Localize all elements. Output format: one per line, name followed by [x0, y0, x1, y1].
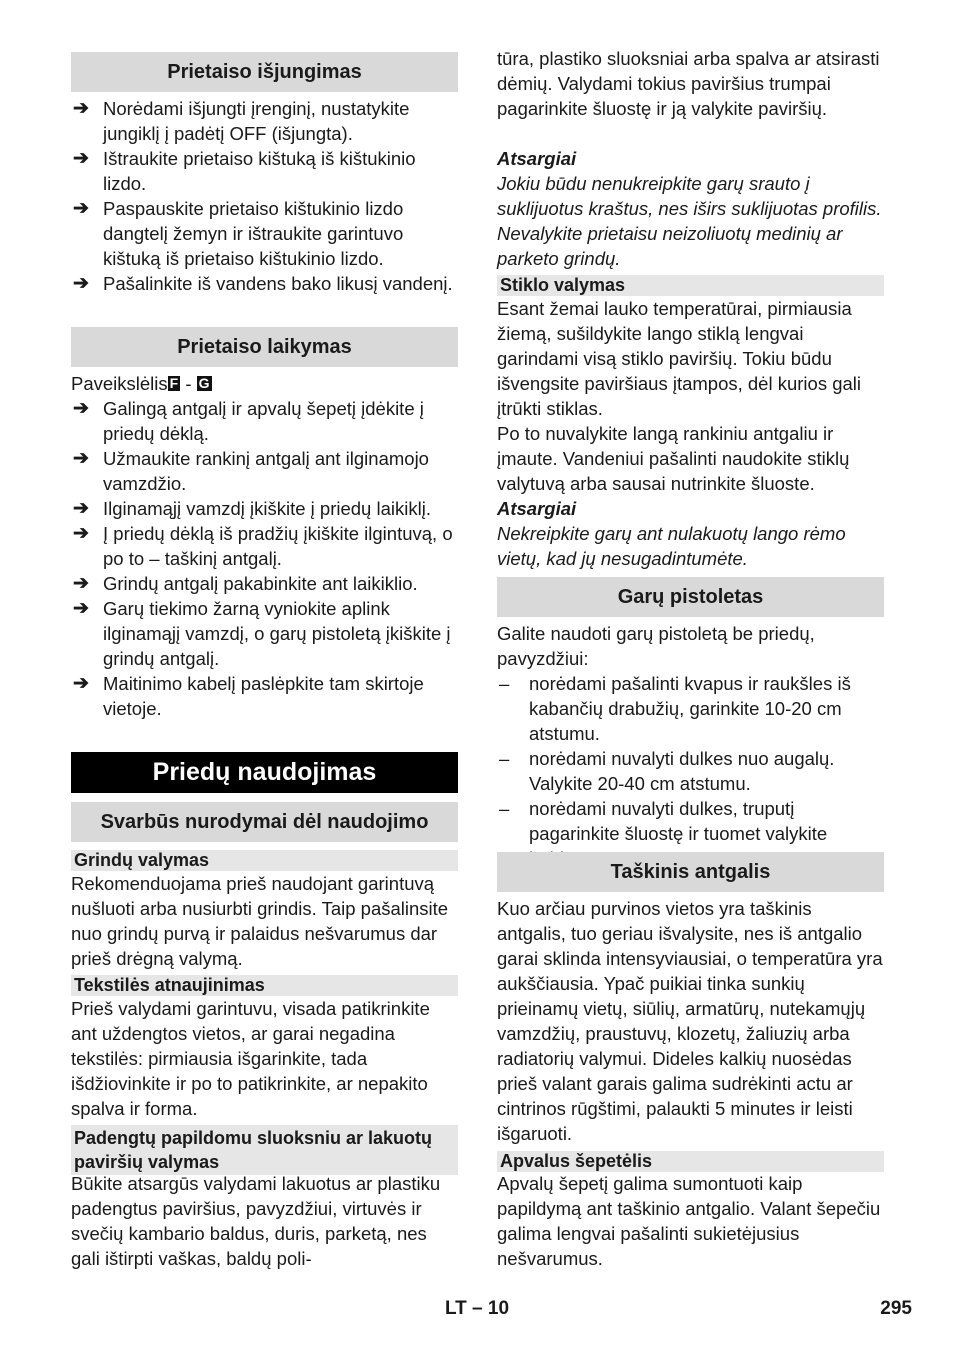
caution-label: Atsargiai: [497, 148, 577, 169]
list-item: ➔ Grindų antgalį pakabinkite ant laikiklio.: [73, 573, 418, 594]
glass-text-1: Esant žemai lauko temperatūrai, pirmiausia žiemą, sušildykite lango stiklą lengvai garindami visą stiklo paviršių. Tokiu būdu išvengsite paviršiaus įtampos, dėl kurios gali įtrūkti stiklas.: [497, 298, 862, 419]
heading-important: Svarbūs nurodymai dėl naudojimo: [71, 802, 458, 842]
list-item: ➔ Užmaukite rankinį antgalį ant ilginamojo vamzdžio.: [73, 448, 429, 494]
list-item: ➔ Pašalinkite iš vandens bako likusį vandenį.: [73, 273, 453, 294]
figure-tag-g: G: [198, 375, 210, 391]
list-item: ➔ Į priedų dėklą iš pradžių įkiškite ilgintuvą, o po to – taškinį antgalį.: [73, 523, 453, 569]
page-number: 295: [880, 1298, 912, 1319]
subheading-coated: Padengtų papildomu sluoksniu ar lakuotų paviršių valymas: [71, 1125, 458, 1175]
arrow-icon: ➔: [73, 673, 89, 694]
subheading-floor: Grindų valymas: [71, 850, 458, 871]
figure-reference: Paveikslėlis F - G: [71, 373, 210, 394]
turn-off-list: [71, 96, 458, 296]
heading-turn-off: Prietaiso išjungimas: [71, 52, 458, 92]
point-nozzle-text: Kuo arčiau purvinos vietos yra taškinis antgalis, tuo geriau išvalysite, nes iš antgalio garai sklinda intensyviausiai, o temperatūra yra aukščiausia. Ypač puikiai tinka sunkių prieinamų vietų, siūlių, armatūrų, nutekamųjų vamzdžių, praustuvų, klozetų, žaliuzių arba radiatorių valymui. Dideles kalkių nuosėdas prieš valant garais galima sudrėkinti actu ar cintrinos rūgštimi, palaukti 5 minutes ir leisti išgaruoti.: [497, 898, 883, 1144]
list-item: – norėdami nuvalyti dulkes, truputį pagarinkite šluostę ir tuomet valykite: [499, 798, 828, 844]
arrow-icon: ➔: [73, 98, 89, 119]
arrow-icon: ➔: [73, 573, 89, 594]
list-item: ➔ Garų tiekimo žarną vyniokite aplink ilginamąjį vamzdį, o garų pistoletą įkiškite į grindų antgalį.: [73, 598, 451, 669]
storage-list: [71, 396, 458, 721]
floor-text: Rekomenduojama prieš naudojant garintuvą nušluoti arba nusiurbti grindis. Taip pašalinsite nuo grindų purvą ir palaidus nešvarumus dar prieš drėgną valymą.: [71, 873, 449, 969]
subheading-textile: Tekstilės atnaujinimas: [71, 975, 458, 996]
subheading-glass: Stiklo valymas: [497, 275, 884, 296]
coated-text-continued: tūra, plastiko sluoksniai arba spalva ar atsirasti dėmių. Valydami tokius paviršius trumpai pagarinkite šluostę ir ją valykite paviršių.: [497, 48, 880, 119]
heading-point-nozzle: Taškinis antgalis: [497, 852, 884, 892]
arrow-icon: ➔: [73, 523, 89, 544]
heading-steam-gun: Garų pistoletas: [497, 577, 884, 617]
textile-text: Prieš valydami garintuvu, visada patikrinkite ant uždengtos vietos, ar garai negadina tekstilės: pirmiausia išgarinkite, tada išdžiovinkite ir po to patikrinkite, ar nepakito spalva ir forma.: [71, 998, 430, 1119]
heading-storage: Prietaiso laikymas: [71, 327, 458, 367]
glass-text-2: Po to nuvalykite langą rankiniu antgaliu ir įmaute. Vandeniui pašalinti naudokite stiklų valytuvą arba sausai nutrinkite šluoste.: [497, 423, 850, 494]
arrow-icon: ➔: [73, 598, 89, 619]
arrow-icon: ➔: [73, 398, 89, 419]
coated-text: Būkite atsargūs valydami lakuotus ar plastiku padengtus paviršius, pavyzdžiui, virtuvės ir svečių kambario baldus, duris, parketą, nes gali ištirpti vaškas, baldų poli-: [71, 1173, 441, 1269]
caution-text: Nekreipkite garų ant nulakuotų lango rėmo vietų, kad jų nesugadintumėte.: [497, 523, 846, 569]
list-item: ➔ Ištraukite prietaiso kištuką iš kištukinio lizdo.: [73, 148, 416, 194]
dash-icon: –: [499, 673, 510, 694]
footer-section-label: LT – 10: [444, 1298, 510, 1319]
dash-icon: –: [499, 798, 510, 819]
arrow-icon: ➔: [73, 148, 89, 169]
subheading-round-brush: Apvalus šepetėlis: [497, 1151, 884, 1172]
list-item: ➔ Maitinimo kabelį paslėpkite tam skirtoje vietoje.: [73, 673, 424, 719]
list-item: ➔ Paspauskite prietaiso kištukinio lizdo dangtelį žemyn ir ištraukite garintuvo kištuką iš prietaiso kištukinio lizdo.: [73, 198, 404, 269]
steam-gun-intro: Galite naudoti garų pistoletą be priedų, pavyzdžiui:: [497, 623, 815, 669]
dash-icon: –: [499, 748, 510, 769]
list-item: – norėdami nuvalyti dulkes nuo augalų. Valykite 20-40 cm atstumu.: [499, 748, 835, 794]
list-item: ➔ Galingą antgalį ir apvalų šepetį įdėkite į priedų dėklą.: [73, 398, 424, 444]
arrow-icon: ➔: [73, 198, 89, 219]
list-item: ➔ Norėdami išjungti įrenginį, nustatykite jungiklį į padėtį OFF (išjungta).: [73, 98, 410, 144]
section-title-accessories: Priedų naudojimas: [71, 752, 458, 793]
steam-gun-list: [497, 671, 884, 871]
list-item: – norėdami pašalinti kvapus ir raukšles iš kabančių drabužių, garinkite 10-20 cm atstumu.: [499, 673, 851, 744]
list-item: ➔ Ilginamąjį vamzdį įkiškite į priedų laikiklį.: [73, 498, 431, 519]
arrow-icon: ➔: [73, 498, 89, 519]
arrow-icon: ➔: [73, 448, 89, 469]
caution-label: Atsargiai: [497, 498, 577, 519]
arrow-icon: ➔: [73, 273, 89, 294]
figure-tag-f: F: [169, 375, 179, 391]
caution-text: Jokiu būdu nenukreipkite garų srauto į suklijuotus kraštus, nes iširs suklijuotas profilis. Nevalykite prietaisu neizoliuotų medinių ar parketo grindų.: [497, 173, 882, 269]
round-brush-text: Apvalų šepetį galima sumontuoti kaip papildymą ant taškinio antgalio. Valant šepečiu galima lengvai pašalinti sukietėjusius nešvarumus.: [497, 1173, 881, 1269]
